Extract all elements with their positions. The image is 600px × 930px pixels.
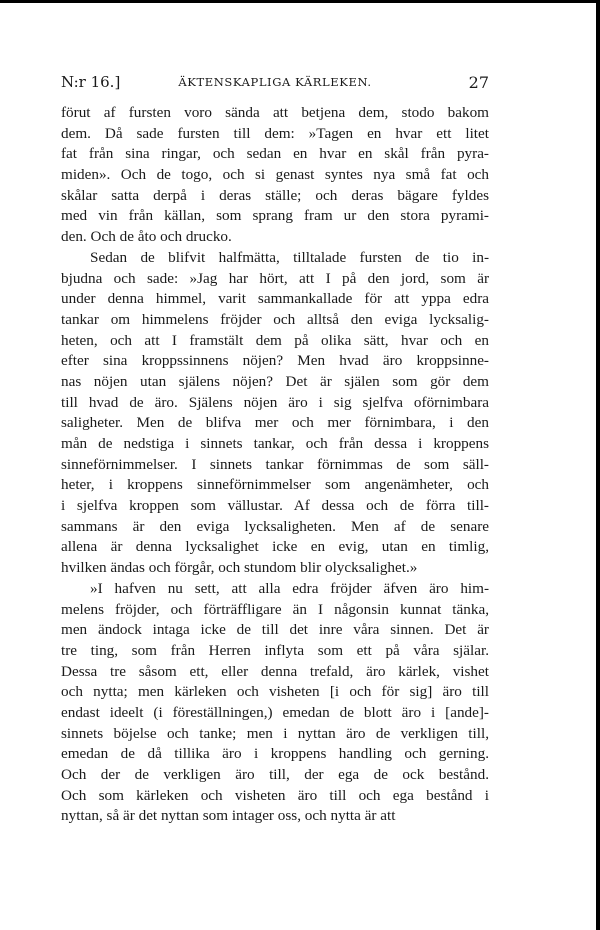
text-line: och nytta; men kärleken och visheten [i och för sig] äro till [61, 683, 489, 701]
text-line: tankar om himmelens fröjder och alltså den eviga lycksalig- [61, 310, 489, 328]
text-line: under denna himmel, varit sammankallade för att yppa edra [61, 290, 489, 308]
text-line: efter sina kroppssinnens nöjen? Men hvad äro kroppsinne- [61, 352, 489, 370]
paragraph [61, 248, 489, 579]
paragraph [61, 579, 489, 827]
text-line: sammans är den eviga lycksaligheten. Men af de senare [61, 517, 489, 535]
issue-number: N:r 16.] [61, 73, 121, 91]
text-line: melens fröjder, och förträffligare än I någonsin kunnat tänka, [61, 600, 489, 618]
paragraph [61, 103, 489, 248]
running-title: ÄKTENSKAPLIGA KÄRLEKEN. [178, 75, 372, 89]
text-line: sinnets böjelse och tanke; men i nyttan äro de verkligen till, [61, 724, 489, 742]
book-page [61, 73, 489, 827]
text-line: sinneförnimmelser. I sinnets tankar förnimmas de som säll- [61, 455, 489, 473]
text-line: heten, och att I framstält dem på olika sätt, hvar och en [61, 331, 489, 349]
text-line: bjudna och sade: »Jag har hört, att I på den jord, som är [61, 269, 489, 287]
text-line: tre ting, som från Herren inflyta som ett på våra själar. [61, 641, 489, 659]
text-line: den. Och de åto och drucko. [61, 228, 232, 246]
scan-edge-top [0, 0, 600, 3]
text-line: dem. Då sade fursten till dem: »Tagen en hvar ett litet [61, 124, 489, 142]
page-number: 27 [468, 73, 489, 92]
text-line: Sedan de blifvit halfmätta, tilltalade fursten de tio in- [90, 248, 489, 266]
text-line: hvilken ändas och förgår, och stundom blir olycksalighet.» [61, 559, 418, 577]
text-line: Dessa tre såsom ett, eller denna trefald, äro kärlek, vishet [61, 662, 489, 680]
text-line: endast ideelt (i föreställningen,) emedan de blott äro i [ande]- [61, 703, 489, 721]
text-line: skålar satta derpå i deras ställe; och deras bägare fyldes [61, 186, 489, 204]
body-text [61, 103, 489, 827]
text-line: miden». Och de togo, och si genast syntes nya små fat och [61, 166, 489, 184]
text-line: men ändock intaga icke de till det inre våra sinnen. Det är [61, 621, 489, 639]
text-line: saligheter. Men de blifva mer och mer förnimbara, i den [61, 414, 489, 432]
text-line: Och som kärleken och visheten äro till och ega bestånd i [61, 786, 489, 804]
text-line: Och der de verkligen äro till, der ega de ock bestånd. [61, 766, 489, 783]
text-line: »I hafven nu sett, att alla edra fröjder äfven äro him- [90, 579, 489, 597]
text-line: emedan de då tillika äro i kroppens handling och gerning. [61, 745, 489, 763]
text-line: mån de nedstiga i sinnets tankar, och från dessa i kroppens [61, 435, 489, 452]
text-line: förut af fursten voro sända att betjena dem, stodo bakom [61, 104, 489, 121]
text-line: allena är denna lycksalighet icke en evig, utan en timlig, [61, 538, 489, 556]
text-line: heter, i kroppens sinneförnimmelser som angenämheter, och [61, 476, 489, 494]
running-header [61, 73, 489, 93]
text-line: fat från sina ringar, och sedan en hvar en skål från pyra- [61, 145, 489, 163]
text-line: nyttan, så är det nyttan som intager oss, och nytta är att [61, 807, 396, 825]
text-line: i sjelfva kroppen som vällustar. Af dessa och de förra till- [61, 497, 489, 515]
text-line: nas nöjen utan själens nöjen? Det är själen som gör dem [61, 372, 489, 390]
text-line: med vin från källan, som sprang fram ur den stora pyrami- [61, 207, 489, 225]
text-line: till hvad de äro. Själens nöjen äro i sig sjelfva oförnimbara [61, 393, 489, 411]
scan-edge-right [596, 0, 600, 930]
